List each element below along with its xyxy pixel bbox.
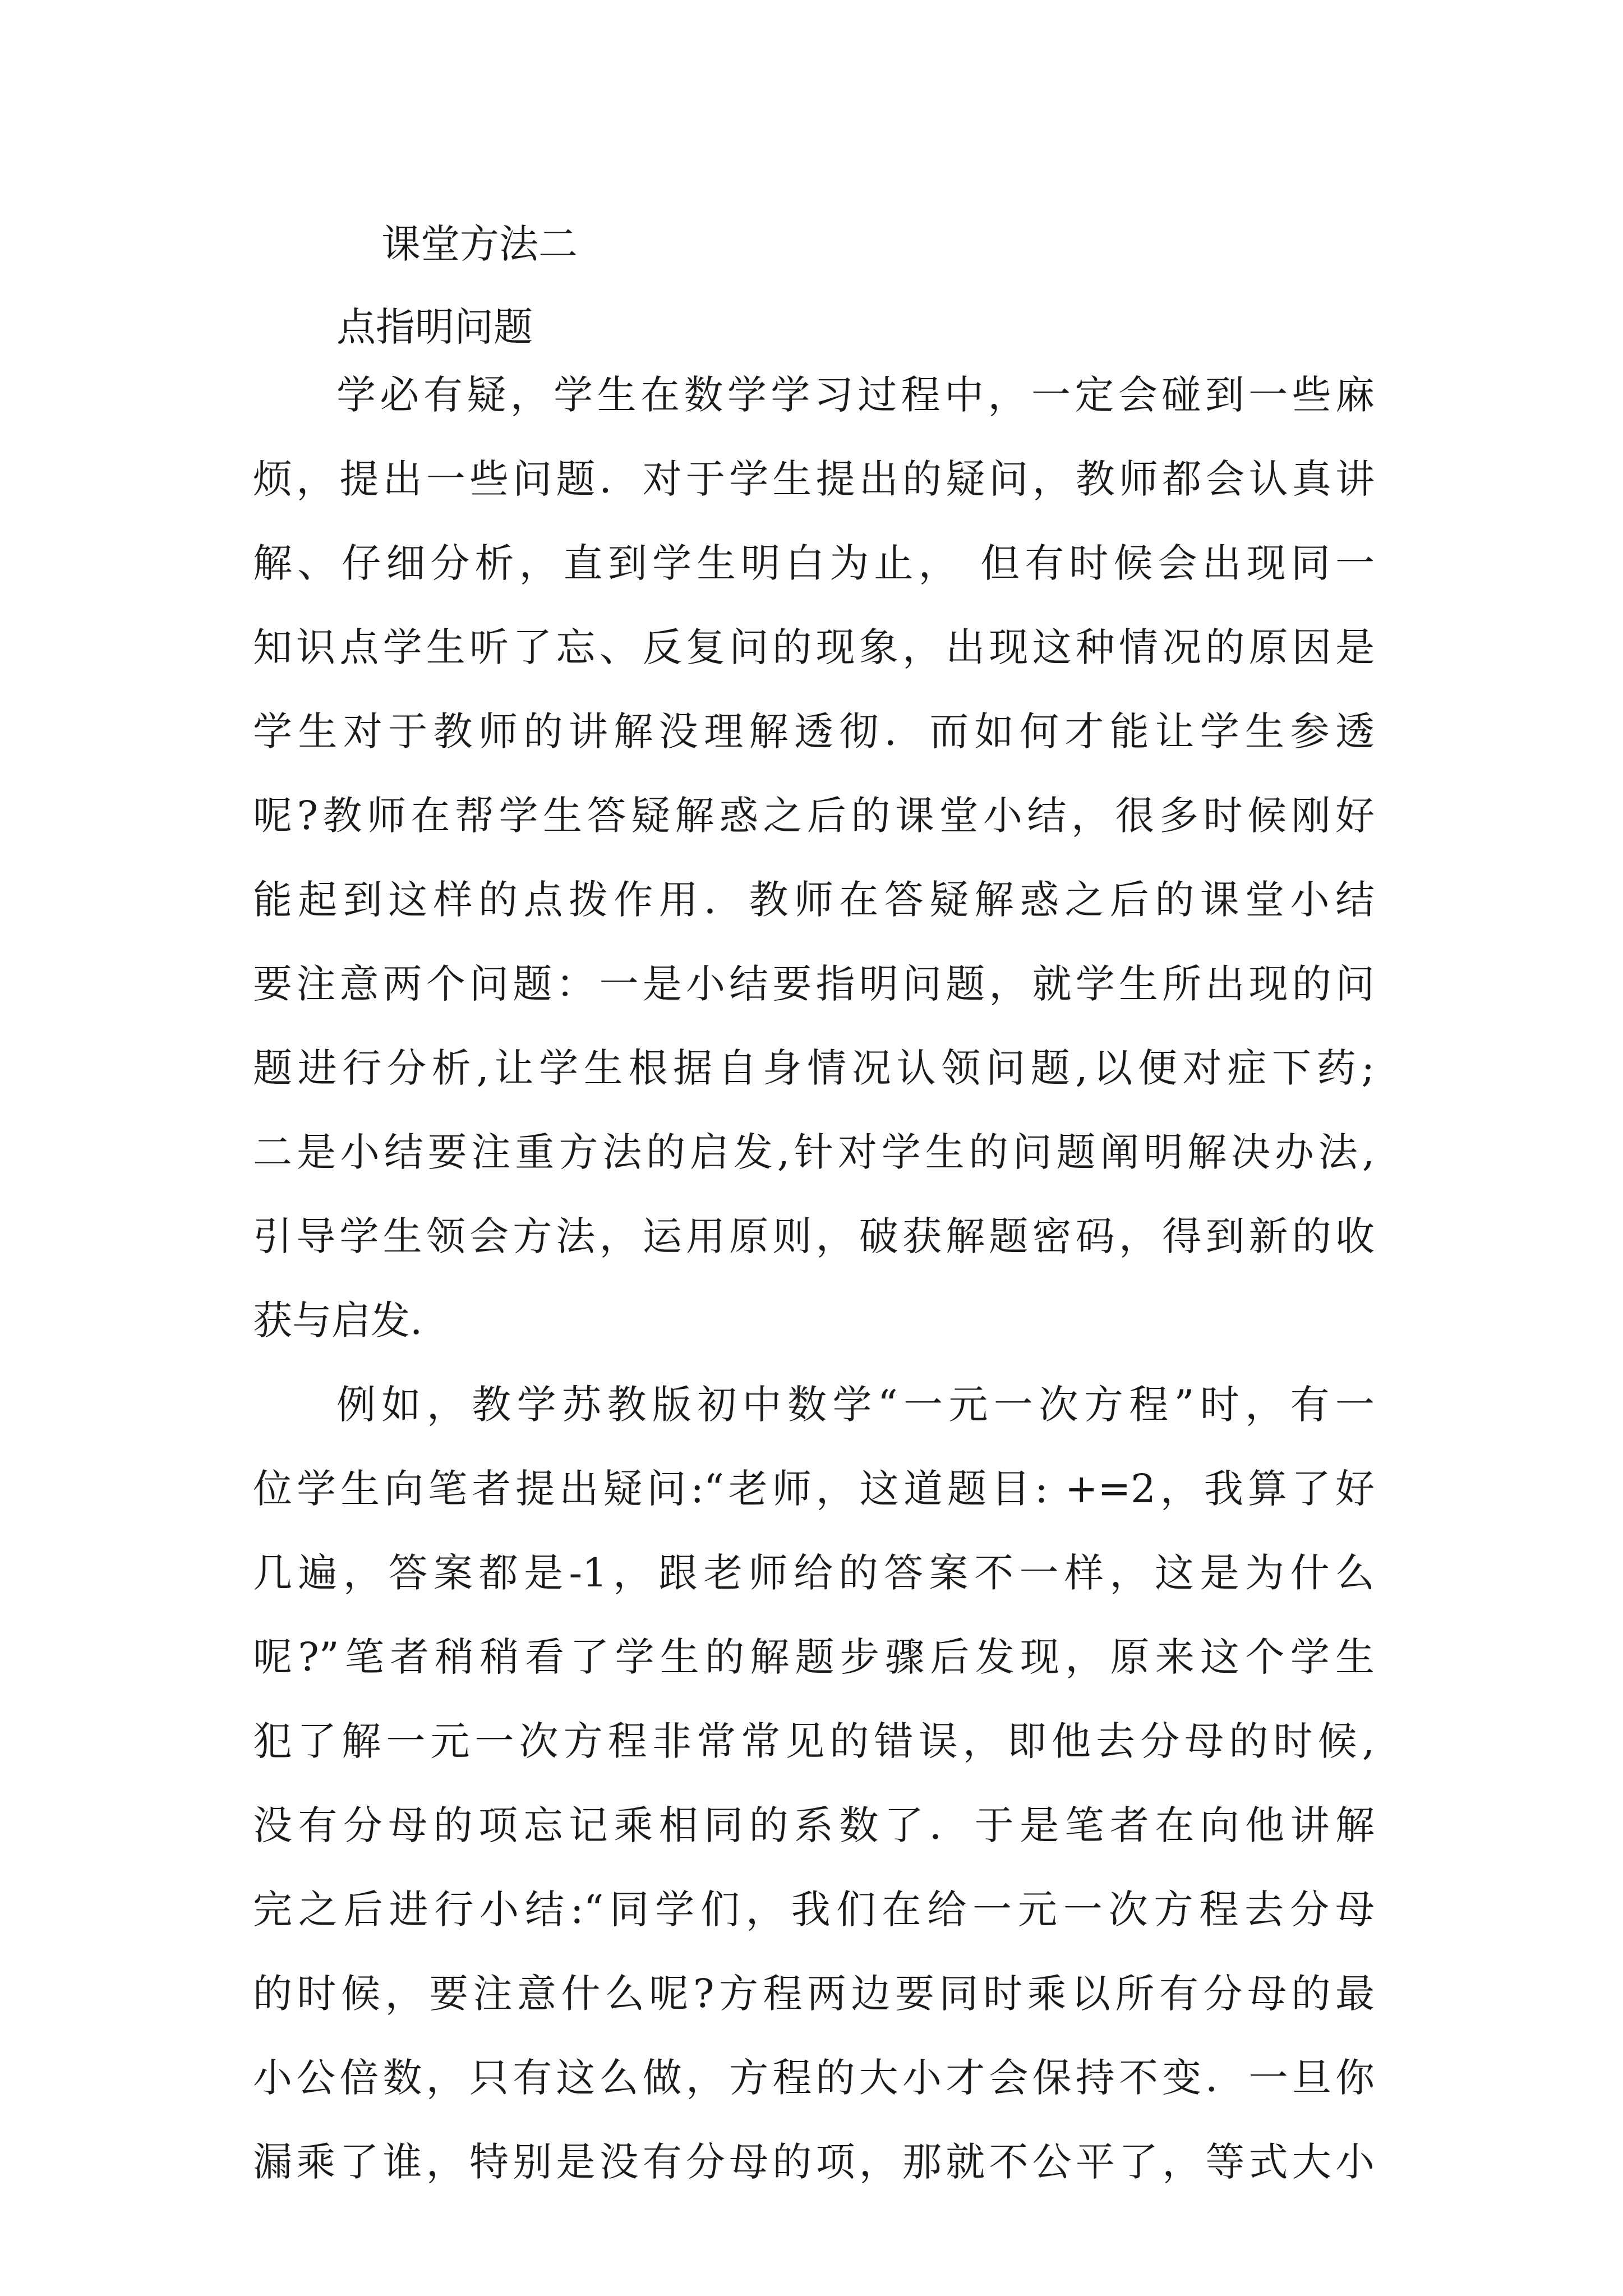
paragraph-line: 漏乘了谁，特别是没有分母的项，那就不公平了，等式大小 <box>253 2139 1375 2185</box>
paragraph-line: 没有分母的项忘记乘相同的系数了．于是笔者在向他讲解 <box>253 1802 1375 1848</box>
paragraph-line: 引导学生领会方法，运用原则，破获解题密码，得到新的收 <box>253 1213 1375 1259</box>
section-heading: 点指明问题 <box>336 304 533 350</box>
paragraph-line: 题进行分析,让学生根据自身情况认领问题,以便对症下药; <box>253 1045 1375 1091</box>
paragraph-line: 解、仔细分析，直到学生明白为止， 但有时候会出现同一 <box>253 540 1375 586</box>
page-title: 课堂方法二 <box>381 221 578 267</box>
paragraph-line: 二是小结要注重方法的启发,针对学生的问题阐明解决办法, <box>253 1129 1375 1175</box>
paragraph-line: 位学生向笔者提出疑问:“老师，这道题目: +=2，我算了好 <box>253 1466 1375 1512</box>
paragraph-line: 几遍，答案都是-1，跟老师给的答案不一样，这是为什么 <box>253 1550 1375 1596</box>
paragraph-line: 获与启发. <box>253 1297 423 1343</box>
paragraph-line: 知识点学生听了忘、反复问的现象，出现这种情况的原因是 <box>253 624 1375 670</box>
paragraph-line: 呢?教师在帮学生答疑解惑之后的课堂小结，很多时候刚好 <box>253 793 1375 839</box>
paragraph-line: 例如，教学苏教版初中数学“一元一次方程”时，有一 <box>336 1382 1375 1428</box>
paragraph-line: 烦，提出一些问题．对于学生提出的疑问，教师都会认真讲 <box>253 456 1375 502</box>
paragraph-line: 完之后进行小结:“同学们，我们在给一元一次方程去分母 <box>253 1887 1375 1932</box>
paragraph-line: 学生对于教师的讲解没理解透彻．而如何才能让学生参透 <box>253 708 1375 754</box>
paragraph-line: 小公倍数，只有这么做，方程的大小才会保持不变．一旦你 <box>253 2055 1375 2101</box>
paragraph-line: 学必有疑，学生在数学学习过程中，一定会碰到一些麻 <box>336 372 1375 418</box>
paragraph-line: 犯了解一元一次方程非常常见的错误，即他去分母的时候, <box>253 1718 1375 1764</box>
paragraph-line: 的时候，要注意什么呢?方程两边要同时乘以所有分母的最 <box>253 1971 1375 2017</box>
paragraph-line: 呢?”笔者稍稍看了学生的解题步骤后发现，原来这个学生 <box>253 1634 1375 1680</box>
paragraph-line: 要注意两个问题：一是小结要指明问题，就学生所出现的问 <box>253 961 1375 1007</box>
paragraph-line: 能起到这样的点拨作用．教师在答疑解惑之后的课堂小结 <box>253 877 1375 923</box>
